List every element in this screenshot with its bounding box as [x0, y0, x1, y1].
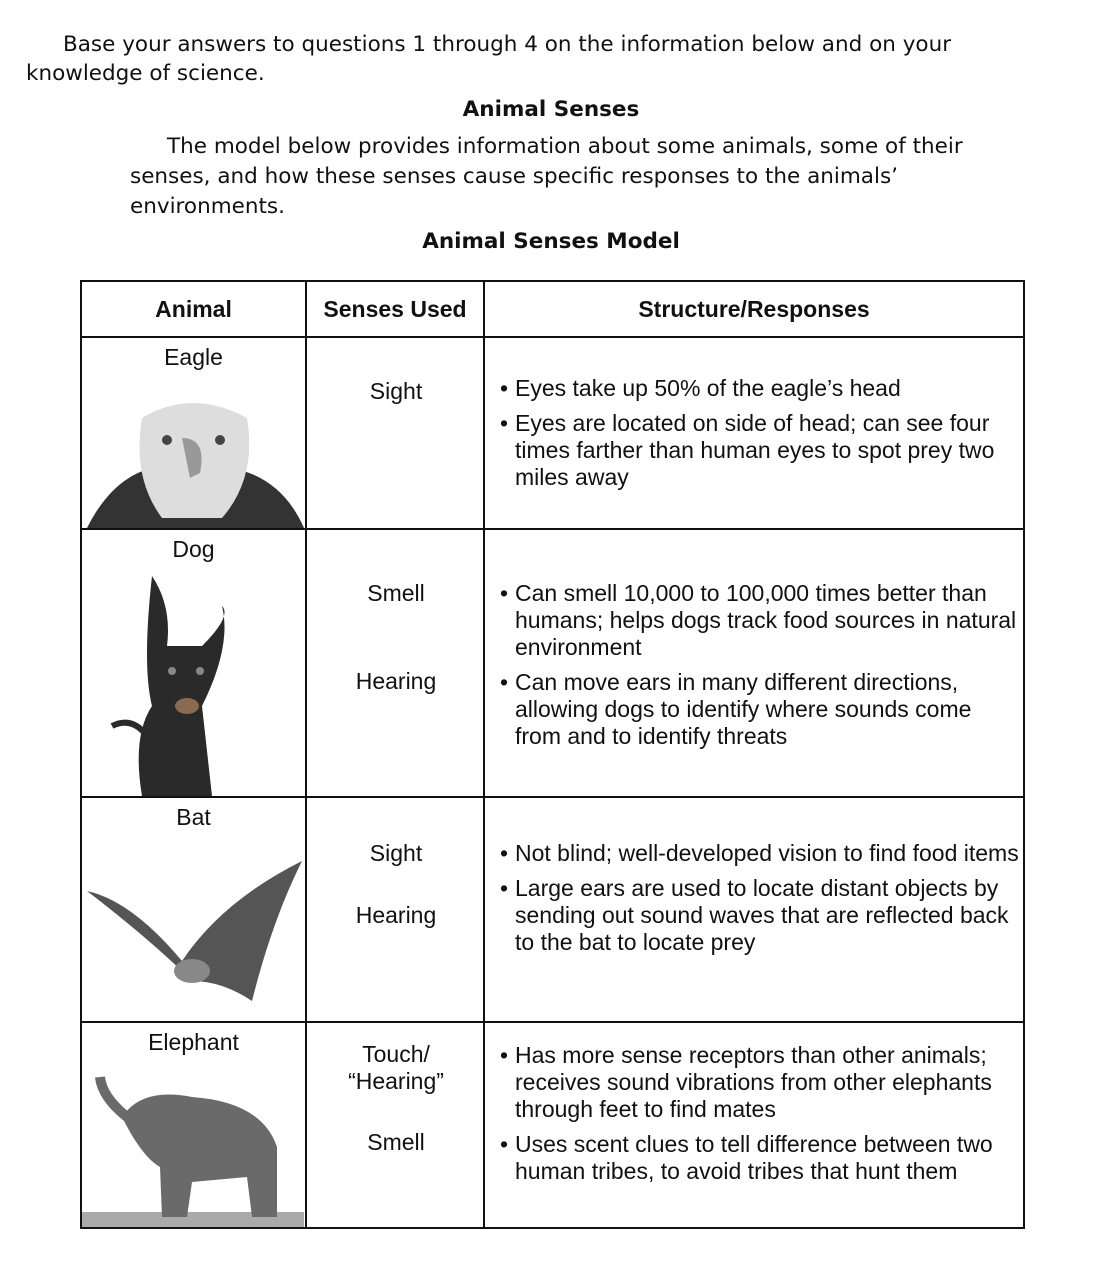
instructions [26, 30, 1036, 88]
table-row [81, 797, 1024, 1022]
sense-label: Smell [367, 580, 425, 606]
intro-paragraph: The model below provides information about some animals, some of their senses, and how these senses cause specific responses to the animals’ environments. [130, 134, 963, 219]
section-heading: Animal Senses [462, 97, 640, 122]
animal-senses-table [80, 280, 1025, 1229]
senses-cell [306, 1022, 484, 1228]
response-item: • Has more sense receptors than other animals; receives sound vibrations from other elephants through feet to find mates [515, 1042, 1023, 1123]
sense-label: Sight [369, 840, 423, 866]
responses-cell [484, 337, 1024, 529]
column-header-animal: Animal [81, 281, 306, 337]
animal-cell [81, 529, 306, 797]
eagle-image [82, 378, 304, 528]
animal-cell [81, 797, 306, 1022]
responses-cell [484, 797, 1024, 1022]
response-item: • Can move ears in many different directions, allowing dogs to identify where sounds come from and to identify threats [515, 669, 1023, 750]
table-title: Animal Senses Model [422, 229, 680, 254]
animal-name: Bat [176, 804, 211, 830]
response-item: • Can smell 10,000 to 100,000 times better than humans; helps dogs track food sources in natural environment [515, 580, 1023, 661]
table-row [81, 529, 1024, 797]
bat-image [82, 831, 304, 1021]
response-item: • Eyes take up 50% of the eagle’s head [515, 375, 1023, 402]
sense-label: Smell [367, 1129, 425, 1155]
response-item: • Large ears are used to locate distant objects by sending out sound waves that are reflected back to the bat to locate prey [515, 875, 1023, 956]
sense-label: Touch/ “Hearing” [348, 1041, 444, 1094]
table-row [81, 1022, 1024, 1228]
sense-label: Sight [369, 378, 423, 404]
animal-name: Dog [172, 536, 215, 562]
responses-cell [484, 529, 1024, 797]
senses-cell [306, 337, 484, 529]
response-item: • Uses scent clues to tell difference between two human tribes, to avoid tribes that hunt them [515, 1131, 1023, 1185]
column-header-senses: Senses Used [306, 281, 484, 337]
dog-image [82, 566, 304, 796]
table-row [81, 337, 1024, 529]
column-header-responses: Structure/Responses [484, 281, 1024, 337]
instructions-line-1: Base your answers to questions 1 through 4 on the information below and on your [63, 32, 952, 57]
animal-cell [81, 337, 306, 529]
sense-label: Hearing [355, 902, 437, 928]
animal-name: Eagle [164, 344, 223, 370]
response-item: • Eyes are located on side of head; can see four times farther than human eyes to spot prey two miles away [515, 410, 1023, 491]
response-item: • Not blind; well-developed vision to find food items [515, 840, 1023, 867]
senses-cell [306, 797, 484, 1022]
senses-cell [306, 529, 484, 797]
animal-name: Elephant [148, 1029, 239, 1055]
table-header-row [81, 281, 1024, 337]
instructions-line-2: knowledge of science. [26, 61, 265, 86]
animal-cell [81, 1022, 306, 1228]
sense-label: Hearing [355, 668, 437, 694]
elephant-image [82, 1057, 304, 1227]
responses-cell [484, 1022, 1024, 1228]
